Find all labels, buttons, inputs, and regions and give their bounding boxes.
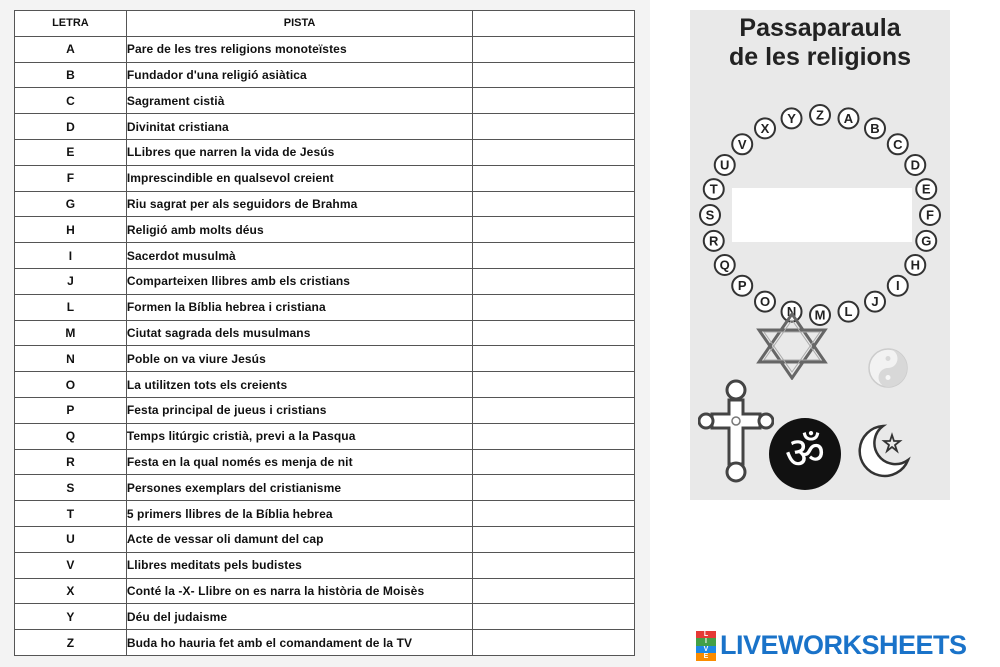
wheel-letter bbox=[916, 231, 936, 251]
wheel-letter-label: X bbox=[760, 120, 770, 136]
answer-input[interactable] bbox=[473, 501, 634, 526]
wheel-center-blank bbox=[732, 188, 912, 242]
table-row bbox=[15, 526, 635, 552]
table-row bbox=[15, 294, 635, 320]
answer-input[interactable] bbox=[473, 140, 634, 165]
answer-input[interactable] bbox=[473, 398, 634, 423]
table-row bbox=[15, 501, 635, 527]
wheel-letter bbox=[905, 255, 925, 275]
row-letter: A bbox=[15, 36, 127, 62]
quiz-table bbox=[14, 10, 635, 656]
wheel-letter-label: F bbox=[926, 207, 934, 223]
wheel-letter-label: V bbox=[737, 136, 747, 152]
row-clue: Religió amb molts déus bbox=[126, 217, 472, 243]
table-row bbox=[15, 36, 635, 62]
row-clue: Poble on va viure Jesús bbox=[126, 346, 472, 372]
row-clue: Riu sagrat per als seguidors de Brahma bbox=[126, 191, 472, 217]
wheel-letter-label: P bbox=[737, 278, 747, 294]
row-letter: J bbox=[15, 268, 127, 294]
answer-input[interactable] bbox=[473, 346, 634, 371]
wheel-letter-label: U bbox=[720, 157, 730, 173]
row-letter: F bbox=[15, 165, 127, 191]
answer-cell[interactable] bbox=[473, 372, 635, 398]
answer-input[interactable] bbox=[473, 63, 634, 88]
header-letter: LETRA bbox=[15, 11, 127, 37]
row-clue: Fundador d'una religió asiàtica bbox=[126, 62, 472, 88]
answer-input[interactable] bbox=[473, 527, 634, 552]
wheel-letter bbox=[715, 255, 735, 275]
wheel-letter-label: O bbox=[759, 294, 771, 310]
row-clue: La utilitzen tots els creients bbox=[126, 372, 472, 398]
wheel-letter-label: L bbox=[844, 304, 853, 320]
answer-cell[interactable] bbox=[473, 552, 635, 578]
quiz-body bbox=[15, 36, 635, 655]
wheel-letter bbox=[810, 105, 830, 125]
star-of-david-icon bbox=[755, 312, 829, 380]
row-letter: D bbox=[15, 114, 127, 140]
table-row bbox=[15, 62, 635, 88]
answer-input[interactable] bbox=[473, 579, 634, 604]
wheel-letter-label: M bbox=[814, 307, 826, 323]
table-header-row bbox=[15, 11, 635, 37]
row-letter: E bbox=[15, 139, 127, 165]
table-row bbox=[15, 114, 635, 140]
table-row bbox=[15, 346, 635, 372]
wheel-letter-label: A bbox=[843, 110, 854, 126]
answer-input[interactable] bbox=[473, 166, 634, 191]
answer-input[interactable] bbox=[473, 37, 634, 62]
wheel-letter-label: S bbox=[705, 207, 715, 223]
table-row bbox=[15, 191, 635, 217]
row-letter: B bbox=[15, 62, 127, 88]
title-line-1: Passaparaula bbox=[739, 14, 901, 42]
wheel-letter bbox=[888, 276, 908, 296]
row-clue: Temps litúrgic cristià, previ a la Pasqua bbox=[126, 423, 472, 449]
row-letter: C bbox=[15, 88, 127, 114]
row-letter: V bbox=[15, 552, 127, 578]
answer-cell[interactable] bbox=[473, 191, 635, 217]
logo-badge-letter: L bbox=[696, 631, 716, 639]
row-letter: O bbox=[15, 372, 127, 398]
wheel-letter bbox=[916, 179, 936, 199]
logo-badge-letter: E bbox=[696, 653, 716, 661]
answer-input[interactable] bbox=[473, 372, 634, 397]
answer-cell[interactable] bbox=[473, 36, 635, 62]
answer-cell[interactable] bbox=[473, 320, 635, 346]
answer-cell[interactable] bbox=[473, 139, 635, 165]
wheel-letter-label: B bbox=[870, 120, 880, 136]
row-clue: Imprescindible en qualsevol creient bbox=[126, 165, 472, 191]
logo-text: LIVEWORKSHEETS bbox=[720, 630, 967, 660]
wheel-letter-label: E bbox=[921, 181, 931, 197]
wheel-letter-label: T bbox=[709, 181, 718, 197]
yin-yang-icon bbox=[866, 346, 910, 390]
wheel-letter bbox=[838, 108, 858, 128]
answer-cell[interactable] bbox=[473, 114, 635, 140]
row-clue: LLibres que narren la vida de Jesús bbox=[126, 139, 472, 165]
wheel-letter bbox=[782, 108, 802, 128]
answer-input[interactable] bbox=[473, 269, 634, 294]
wheel-letter bbox=[920, 205, 940, 225]
wheel-letter-label: Z bbox=[816, 107, 824, 123]
row-letter: U bbox=[15, 526, 127, 552]
row-letter: M bbox=[15, 320, 127, 346]
wheel-letter bbox=[865, 118, 885, 138]
table-row bbox=[15, 217, 635, 243]
row-clue: Festa en la qual només es menja de nit bbox=[126, 449, 472, 475]
logo-badge-letter: V bbox=[696, 646, 716, 654]
header-answer bbox=[473, 11, 635, 37]
row-clue: Acte de vessar oli damunt del cap bbox=[126, 526, 472, 552]
answer-input[interactable] bbox=[473, 604, 634, 629]
table-row bbox=[15, 630, 635, 656]
table-row bbox=[15, 372, 635, 398]
answer-input[interactable] bbox=[473, 192, 634, 217]
row-clue: Sacerdot musulmà bbox=[126, 243, 472, 269]
row-clue: Comparteixen llibres amb els cristians bbox=[126, 268, 472, 294]
wheel-letter bbox=[755, 118, 775, 138]
wheel-letter-label: C bbox=[893, 136, 903, 152]
table-row bbox=[15, 423, 635, 449]
table-row bbox=[15, 243, 635, 269]
answer-cell[interactable] bbox=[473, 346, 635, 372]
answer-cell[interactable] bbox=[473, 397, 635, 423]
wheel-letter-label: Y bbox=[787, 110, 796, 126]
wheel-letter bbox=[865, 292, 885, 312]
answer-input[interactable] bbox=[473, 475, 634, 500]
logo-badge-letter: I bbox=[696, 638, 716, 646]
row-clue: Festa principal de jueus i cristians bbox=[126, 397, 472, 423]
row-letter: P bbox=[15, 397, 127, 423]
answer-input[interactable] bbox=[473, 114, 634, 139]
row-letter: S bbox=[15, 475, 127, 501]
table-row bbox=[15, 268, 635, 294]
header-clue: PISTA bbox=[126, 11, 472, 37]
wheel-letter bbox=[732, 134, 752, 154]
row-clue: Sagrament cistià bbox=[126, 88, 472, 114]
crescent-star-icon bbox=[856, 422, 914, 480]
wheel-letter bbox=[888, 134, 908, 154]
answer-cell[interactable] bbox=[473, 578, 635, 604]
answer-cell[interactable] bbox=[473, 217, 635, 243]
row-clue: Ciutat sagrada dels musulmans bbox=[126, 320, 472, 346]
row-letter: I bbox=[15, 243, 127, 269]
answer-cell[interactable] bbox=[473, 88, 635, 114]
answer-cell[interactable] bbox=[473, 526, 635, 552]
row-clue: Buda ho hauria fet amb el comandament de la TV bbox=[126, 630, 472, 656]
table-row bbox=[15, 578, 635, 604]
wheel-letter bbox=[700, 205, 720, 225]
answer-cell[interactable] bbox=[473, 604, 635, 630]
om-icon bbox=[769, 418, 841, 490]
row-letter: Q bbox=[15, 423, 127, 449]
wheel-letter-label: H bbox=[910, 257, 920, 273]
table-row bbox=[15, 552, 635, 578]
answer-cell[interactable] bbox=[473, 165, 635, 191]
wheel-letter-label: J bbox=[871, 294, 879, 310]
logo-badge-icon bbox=[696, 631, 716, 661]
poster-title bbox=[690, 14, 950, 72]
answer-input[interactable] bbox=[473, 424, 634, 449]
cross-icon bbox=[698, 378, 774, 484]
row-letter: H bbox=[15, 217, 127, 243]
answer-input[interactable] bbox=[473, 243, 634, 268]
table-row bbox=[15, 165, 635, 191]
wheel-letter-label: N bbox=[786, 304, 797, 320]
wheel-letter-label: G bbox=[921, 233, 932, 249]
row-letter: R bbox=[15, 449, 127, 475]
answer-cell[interactable] bbox=[473, 475, 635, 501]
wheel-letter bbox=[704, 179, 724, 199]
row-letter: Z bbox=[15, 630, 127, 656]
row-clue: Conté la -X- Llibre on es narra la història de Moisès bbox=[126, 578, 472, 604]
answer-input[interactable] bbox=[473, 88, 634, 113]
answer-cell[interactable] bbox=[473, 268, 635, 294]
table-row bbox=[15, 320, 635, 346]
row-clue: 5 primers llibres de la Bíblia hebrea bbox=[126, 501, 472, 527]
row-letter: N bbox=[15, 346, 127, 372]
wheel-letter bbox=[755, 292, 775, 312]
row-letter: G bbox=[15, 191, 127, 217]
row-clue: Divinitat cristiana bbox=[126, 114, 472, 140]
wheel-letter-label: I bbox=[895, 278, 900, 294]
answer-input[interactable] bbox=[473, 295, 634, 320]
row-clue: Pare de les tres religions monoteïstes bbox=[126, 36, 472, 62]
wheel-letter bbox=[704, 231, 724, 251]
answer-cell[interactable] bbox=[473, 243, 635, 269]
table-row bbox=[15, 475, 635, 501]
wheel-letter bbox=[715, 155, 735, 175]
table-row bbox=[15, 139, 635, 165]
row-clue: Déu del judaisme bbox=[126, 604, 472, 630]
row-clue: Persones exemplars del cristianisme bbox=[126, 475, 472, 501]
answer-cell[interactable] bbox=[473, 630, 635, 656]
row-letter: T bbox=[15, 501, 127, 527]
wheel-letter bbox=[905, 155, 925, 175]
answer-input[interactable] bbox=[473, 553, 634, 578]
row-letter: L bbox=[15, 294, 127, 320]
title-line-2: de les religions bbox=[728, 43, 911, 71]
answer-cell[interactable] bbox=[473, 423, 635, 449]
wheel-letter-label: Q bbox=[719, 257, 730, 273]
answer-cell[interactable] bbox=[473, 62, 635, 88]
row-letter: X bbox=[15, 578, 127, 604]
wheel-letter bbox=[732, 276, 752, 296]
row-clue: Formen la Bíblia hebrea i cristiana bbox=[126, 294, 472, 320]
liveworksheets-logo[interactable] bbox=[696, 630, 967, 661]
om-symbol: ॐ bbox=[784, 428, 826, 479]
answer-input[interactable] bbox=[473, 321, 634, 346]
wheel-letter-label: R bbox=[709, 233, 719, 249]
table-row bbox=[15, 88, 635, 114]
row-clue: Llibres meditats pels budistes bbox=[126, 552, 472, 578]
answer-input[interactable] bbox=[473, 217, 634, 242]
table-row bbox=[15, 449, 635, 475]
wheel-letter-label: D bbox=[910, 157, 920, 173]
answer-input[interactable] bbox=[473, 450, 634, 475]
table-row bbox=[15, 397, 635, 423]
answer-cell[interactable] bbox=[473, 294, 635, 320]
wheel-letter bbox=[838, 302, 858, 322]
row-letter: Y bbox=[15, 604, 127, 630]
answer-cell[interactable] bbox=[473, 501, 635, 527]
answer-input[interactable] bbox=[473, 630, 634, 655]
table-row bbox=[15, 604, 635, 630]
answer-cell[interactable] bbox=[473, 449, 635, 475]
